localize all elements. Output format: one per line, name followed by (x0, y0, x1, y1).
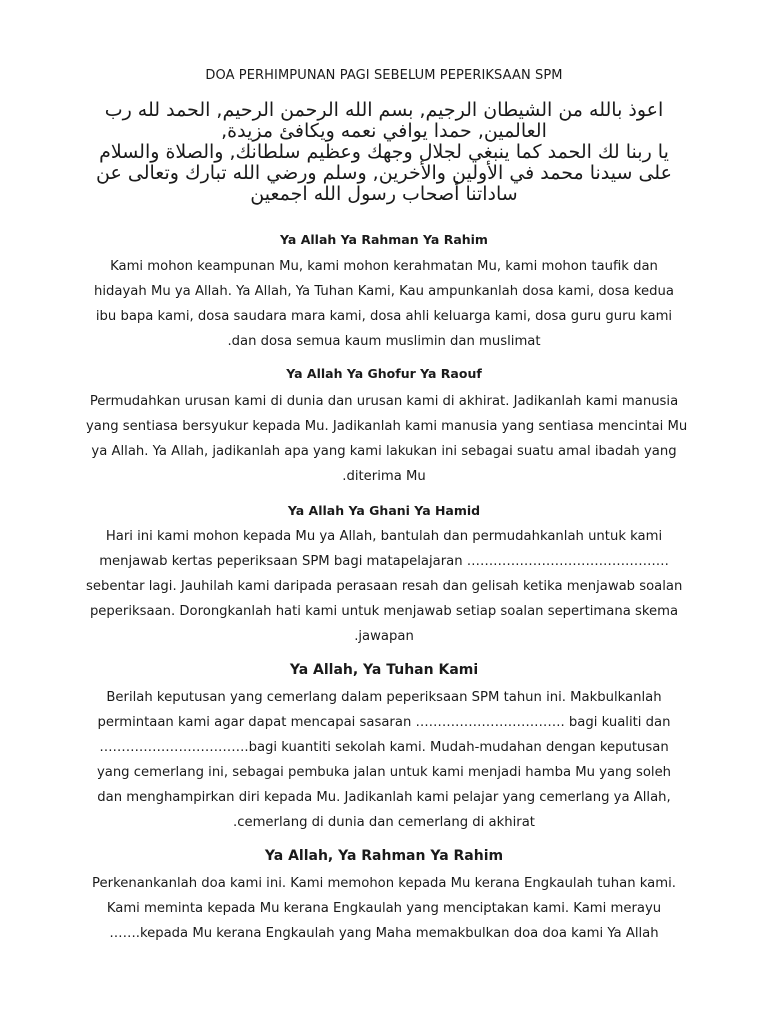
paragraph-line: permintaan kami agar dapat mencapai sasaran ……………………………. bagi kualiti dan (97, 715, 671, 730)
section-heading: Ya Allah Ya Ghofur Ya Raouf (286, 366, 482, 381)
paragraph-line: .cemerlang di dunia dan cemerlang di akhirat (233, 815, 535, 830)
section-heading: Ya Allah, Ya Tuhan Kami (289, 662, 479, 678)
section-paragraph (86, 389, 688, 489)
paragraph-line: .jawapan (354, 629, 414, 644)
paragraph-line: .diterima Mu (342, 469, 426, 484)
paragraph-line: Berilah keputusan yang cemerlang dalam peperiksaan SPM tahun ini. Makbulkanlah (106, 690, 662, 705)
section-heading: Ya Allah, Ya Rahman Ya Rahim (264, 848, 504, 864)
paragraph-line: …….kepada Mu kerana Engkaulah yang Maha memakbulkan doa doa kami Ya Allah (109, 926, 659, 941)
section-heading: Ya Allah Ya Ghani Ya Hamid (287, 503, 481, 518)
paragraph-line: Hari ini kami mohon kepada Mu ya Allah, bantulah dan permudahkanlah untuk kami (105, 529, 663, 544)
paragraph-line: ibu bapa kami, dosa saudara mara kami, dosa ahli keluarga kami, dosa guru guru kami (95, 309, 673, 324)
arabic-line: على سيدنا محمد في الأولين والأخرين, وسلم ورضي الله تبارك وتعالى عن (96, 162, 672, 184)
section-heading: Ya Allah Ya Rahman Ya Rahim (280, 232, 488, 247)
arabic-opening-prayer (90, 100, 678, 205)
document-title: DOA PERHIMPUNAN PAGI SEBELUM PEPERIKSAAN SPM (205, 68, 563, 83)
paragraph-line: yang cemerlang ini, sebagai pembuka jalan untuk kami menjadi hamba Mu yang soleh (96, 765, 672, 780)
section-paragraph (86, 685, 682, 835)
paragraph-line: …………………………….bagi kuantiti sekolah kami. Mudah-mudahan dengan keputusan (99, 740, 669, 755)
paragraph-line: yang sentiasa bersyukur kepada Mu. Jadikanlah kami manusia yang sentiasa mencintai Mu (86, 419, 688, 434)
paragraph-line: Permudahkan urusan kami di dunia dan urusan kami di akhirat. Jadikanlah kami manusia (89, 394, 679, 409)
paragraph-line: Kami meminta kepada Mu kerana Engkaulah yang menciptakan kami. Kami merayu (106, 901, 662, 916)
section-paragraph (86, 524, 682, 649)
arabic-line: العالمين, حمدا يوافي نعمه ويكافئ مزيدة, (221, 120, 547, 142)
paragraph-line: hidayah Mu ya Allah. Ya Allah, Ya Tuhan Kami, Kau ampunkanlah dosa kami, dosa kedua (94, 284, 674, 299)
paragraph-line: .dan dosa semua kaum muslimin dan muslimat (227, 334, 541, 349)
section-paragraph (86, 254, 682, 354)
section-paragraph (86, 871, 682, 946)
paragraph-line: Kami mohon keampunan Mu, kami mohon kerahmatan Mu, kami mohon taufik dan (110, 259, 658, 274)
paragraph-line: sebentar lagi. Jauhilah kami daripada perasaan resah dan gelisah ketika menjawab soalan (86, 579, 683, 594)
arabic-line: اعوذ بالله من الشيطان الرجيم, بسم الله الرحمن الرحيم, الحمد لله رب (104, 99, 664, 121)
paragraph-line: menjawab kertas peperiksaan SPM bagi matapelajaran ………………………………………. (99, 554, 669, 569)
arabic-line: ساداتنا أصحاب رسول الله اجمعين (250, 183, 518, 205)
paragraph-line: peperiksaan. Dorongkanlah hati kami untuk menjawab setiap soalan sepertimana skema (89, 604, 679, 619)
arabic-line: يا ربنا لك الحمد كما ينبغي لجلال وجهك وعظيم سلطانك, والصلاة والسلام (99, 141, 669, 163)
paragraph-line: ya Allah. Ya Allah, jadikanlah apa yang kami lakukan ini sebagai suatu amal ibadah yang (91, 444, 677, 459)
paragraph-line: Perkenankanlah doa kami ini. Kami memohon kepada Mu kerana Engkaulah tuhan kami. (92, 876, 676, 891)
paragraph-line: dan menghampirkan diri kepada Mu. Jadikanlah kami pelajar yang cemerlang ya Allah, (97, 790, 671, 805)
